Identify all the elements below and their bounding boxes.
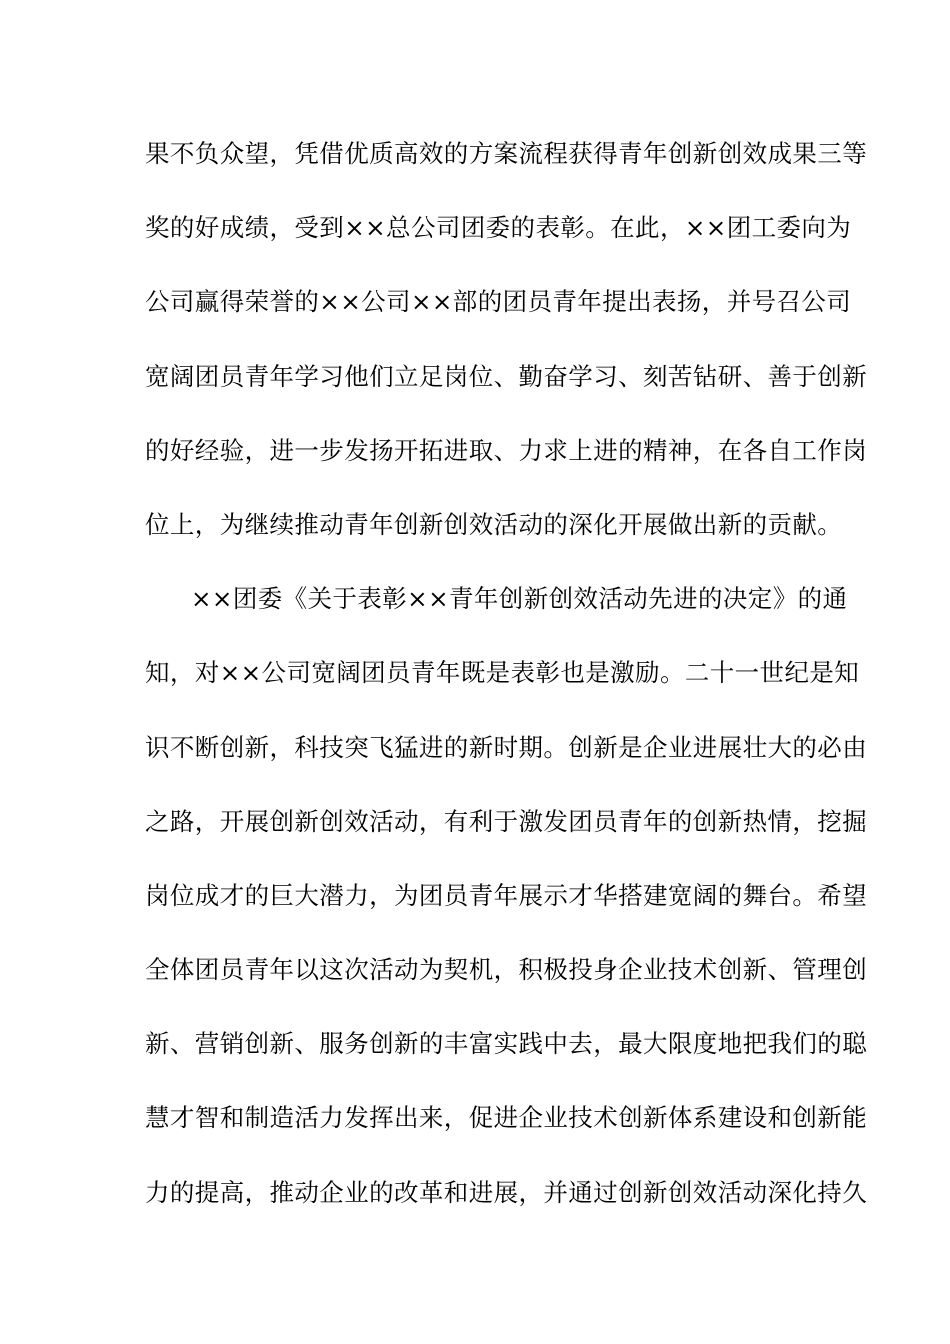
text-line: 的好经验，进一步发扬开拓进取、力求上进的精神，在各自工作岗 <box>145 435 868 465</box>
text-line: 识不断创新，科技突飞猛进的新时期。创新是企业进展壮大的必由 <box>145 732 868 762</box>
text-line: 新、营销创新、服务创新的丰富实践中去，最大限度地把我们的聪 <box>145 1029 868 1059</box>
text-line: 之路，开展创新创效活动，有利于激发团员青年的创新热情，挖掘 <box>145 806 868 836</box>
text-line: 岗位成才的巨大潜力，为团员青年展示才华搭建宽阔的舞台。希望 <box>145 880 868 910</box>
text-line: 宽阔团员青年学习他们立足岗位、勤奋学习、刻苦钻研、善于创新 <box>145 361 868 391</box>
text-line: 力的提高，推动企业的改革和进展，并通过创新创效活动深化持久 <box>145 1177 868 1207</box>
body-text <box>145 128 868 1241</box>
text-line: 果不负众望，凭借优质高效的方案流程获得青年创新创效成果三等 <box>145 139 868 168</box>
text-line: 知，对××公司宽阔团员青年既是表彰也是激励。二十一世纪是知 <box>145 658 860 688</box>
text-line: 公司赢得荣誉的××公司××部的团员青年提出表扬，并号召公司 <box>145 287 852 317</box>
text-line: 慧才智和制造活力发挥出来，促进企业技术创新体系建设和创新能 <box>145 1103 868 1133</box>
text-line: 奖的好成绩，受到××总公司团委的表彰。在此，××团工委向为 <box>145 213 852 243</box>
paragraph-end-line: 位上，为继续推动青年创新创效活动的深化开展做出新的贡献。 <box>145 509 843 539</box>
text-line: 全体团员青年以这次活动为契机，积极投身企业技术创新、管理创 <box>145 955 868 985</box>
paragraph-start-line: ××团委《关于表彰××青年创新创效活动先进的决定》的通 <box>191 584 848 614</box>
